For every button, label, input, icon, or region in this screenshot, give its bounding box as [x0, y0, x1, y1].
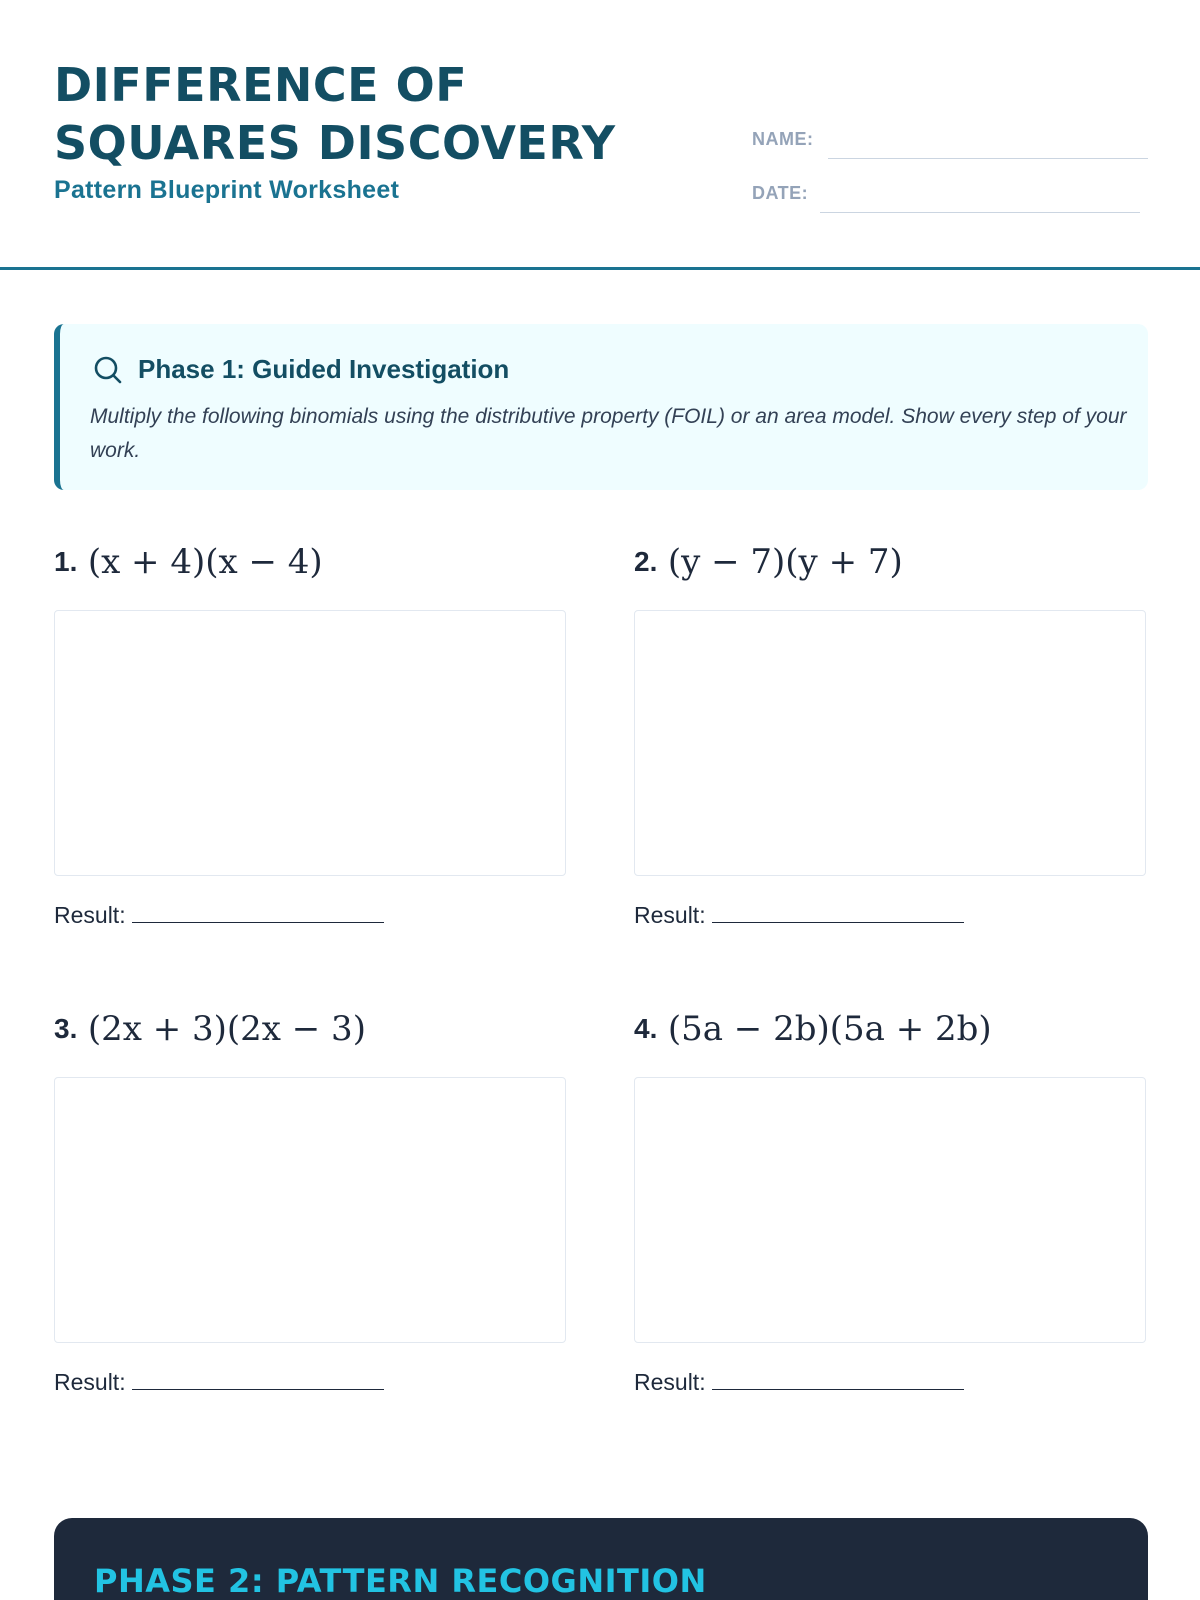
problem-3-result-line[interactable]: [132, 1370, 384, 1390]
phase1-title: Phase 1: Guided Investigation: [138, 354, 510, 384]
problem-4-result-label: Result:: [634, 1369, 706, 1395]
date-label: DATE:: [752, 183, 809, 203]
name-field[interactable]: [828, 158, 1148, 159]
problem-2-work-area[interactable]: [634, 610, 1146, 876]
worksheet-header: [0, 0, 1200, 270]
problem-4-result-line[interactable]: [712, 1370, 964, 1390]
phase2-banner: [54, 1518, 1148, 1600]
phase1-callout: [54, 324, 1148, 490]
problem-2-result-label: Result:: [634, 902, 706, 928]
title-line-2: SQUARES DISCOVERY: [54, 116, 616, 170]
problem-1-number: 1.: [54, 546, 78, 577]
search-icon: [92, 354, 124, 386]
problem-4-number: 4.: [634, 1013, 658, 1044]
date-field[interactable]: [820, 212, 1140, 213]
problem-3-result: [54, 1369, 384, 1396]
problem-4-expression: (5a − 2b)(5a + 2b): [667, 1009, 992, 1049]
problem-1-heading: [54, 542, 323, 590]
problem-3-number: 3.: [54, 1013, 78, 1044]
problem-1-work-area[interactable]: [54, 610, 566, 876]
problem-4-heading: [634, 1009, 992, 1057]
problem-4-work-area[interactable]: [634, 1077, 1146, 1343]
problem-3-expression: (2x + 3)(2x − 3): [87, 1009, 366, 1049]
problem-2-result-line[interactable]: [712, 903, 964, 923]
problem-4-result: [634, 1369, 964, 1396]
title-line-1: DIFFERENCE OF: [54, 58, 468, 112]
worksheet-title: [54, 56, 694, 172]
problem-2-heading: [634, 542, 903, 590]
problem-1-result-label: Result:: [54, 902, 126, 928]
problem-1-result-line[interactable]: [132, 903, 384, 923]
problem-3-result-label: Result:: [54, 1369, 126, 1395]
problem-2-expression: (y − 7)(y + 7): [667, 542, 903, 582]
problem-1-result: [54, 902, 384, 929]
problem-2-number: 2.: [634, 546, 658, 577]
worksheet-subtitle: Pattern Blueprint Worksheet: [54, 176, 400, 204]
name-label: NAME:: [752, 129, 814, 149]
phase2-title: PHASE 2: PATTERN RECOGNITION: [94, 1562, 707, 1600]
problem-3-work-area[interactable]: [54, 1077, 566, 1343]
phase1-instructions: Multiply the following binomials using the distributive property (FOIL) or an area model. Show every step of your work.: [90, 405, 1127, 462]
problem-2-result: [634, 902, 964, 929]
problem-3-heading: [54, 1009, 366, 1057]
problem-1-expression: (x + 4)(x − 4): [87, 542, 323, 582]
